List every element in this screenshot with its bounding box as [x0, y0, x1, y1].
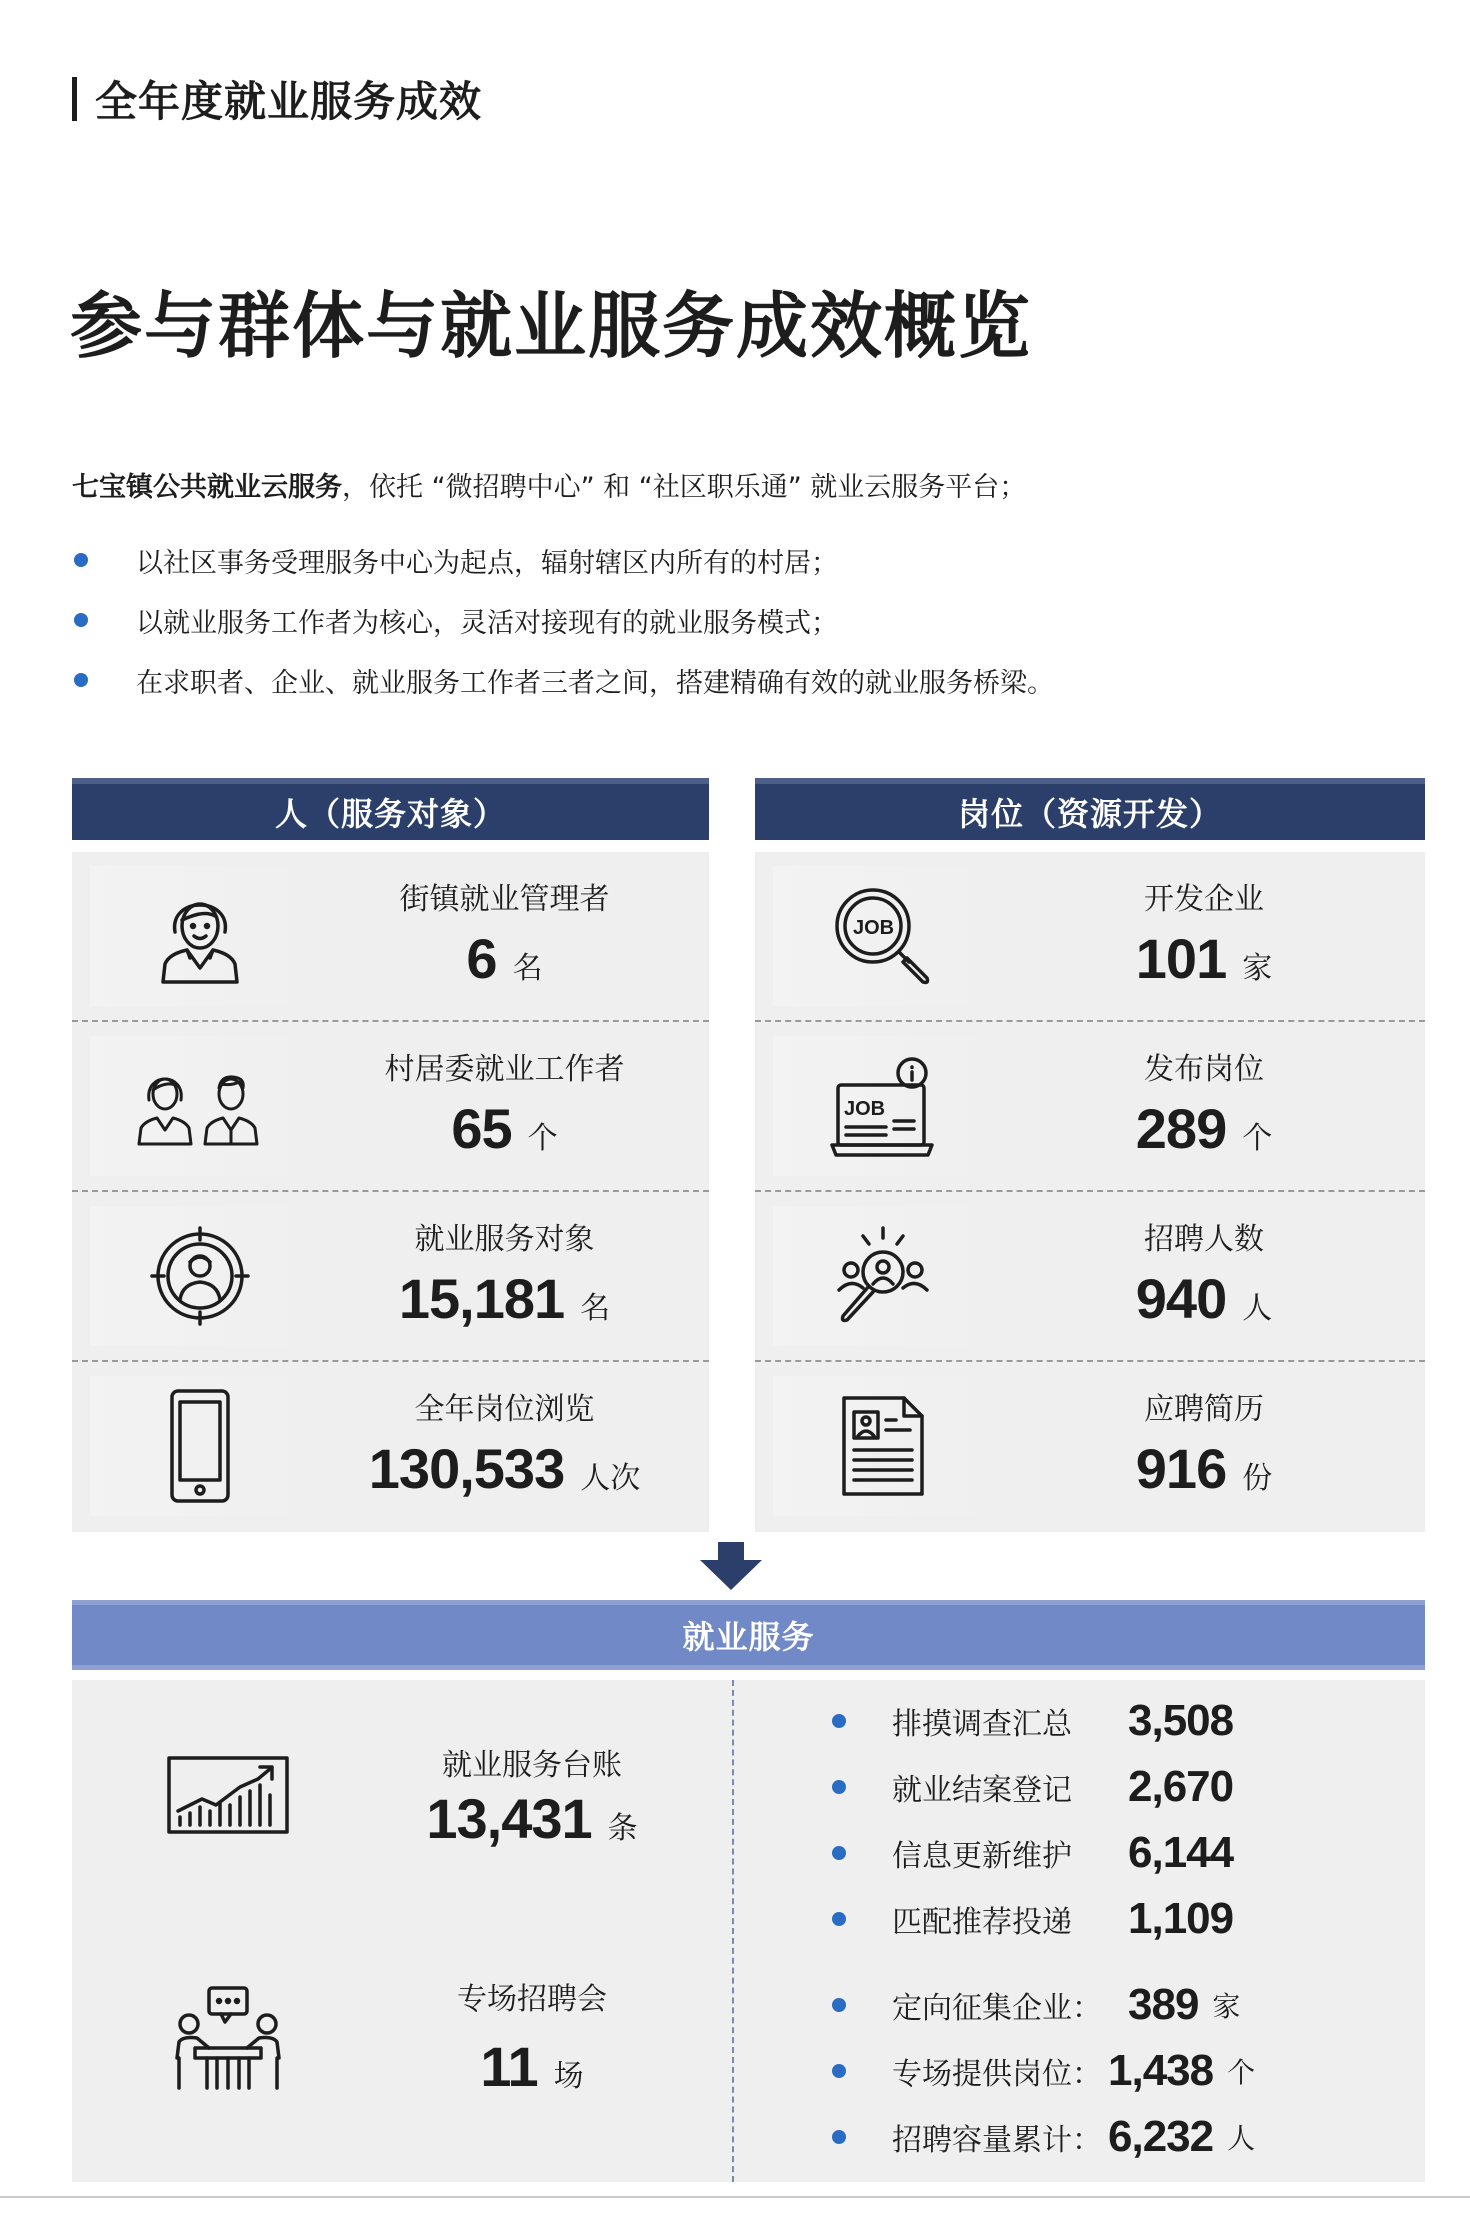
- services-heading: 就业服务: [72, 1600, 1425, 1670]
- intro-lead: 七宝镇公共就业云服务: [72, 472, 342, 503]
- bullet-icon: [74, 673, 88, 687]
- stat-unit: 名: [512, 951, 543, 986]
- fair-value: 11: [480, 2035, 538, 2098]
- resume-icon: [838, 1394, 928, 1498]
- workers-icon: [135, 1066, 265, 1146]
- stat-label: 就业服务对象: [414, 1222, 595, 1257]
- bullet-icon: [832, 1912, 846, 1926]
- stat-card: [72, 1022, 709, 1192]
- bullet-icon: [832, 2130, 846, 2144]
- list-item: 就业结案登记 2,670: [832, 1754, 1233, 1820]
- stat-value: 130,533: [368, 1437, 565, 1500]
- stat-unit: 份: [1242, 1461, 1273, 1496]
- stat-card: [755, 1192, 1425, 1362]
- stat-unit: 个: [1242, 1121, 1273, 1156]
- stat-label: 街镇就业管理者: [399, 882, 610, 917]
- list-item: 在求职者、企业、就业服务工作者三者之间，搭建精确有效的就业服务桥梁。: [72, 650, 1054, 710]
- stat-card: [755, 852, 1425, 1022]
- intro-rest: ，依托 “微招聘中心” 和 “社区职乐通” 就业云服务平台；: [342, 472, 1027, 503]
- stat-unit: 人次: [580, 1461, 641, 1496]
- stat-card: [72, 1362, 709, 1532]
- people-heading: 人（服务对象）: [72, 778, 709, 840]
- list-item: 以社区事务受理服务中心为起点，辐射辖区内所有的村居；: [72, 530, 1054, 590]
- stat-label: 应聘简历: [1144, 1392, 1264, 1427]
- stat-card: [72, 852, 709, 1022]
- fair-stats: [832, 1972, 1255, 2170]
- stat-unit: 家: [1242, 951, 1273, 986]
- target-person-icon: [150, 1226, 250, 1326]
- bullet-icon: [832, 2064, 846, 2078]
- job-laptop-icon: [828, 1051, 938, 1161]
- section-tag: [72, 74, 482, 124]
- stat-value: 6: [466, 927, 497, 990]
- stat-value: 916: [1135, 1437, 1227, 1500]
- fair-label: 专场招聘会: [457, 1982, 607, 2017]
- stat-value: 65: [451, 1097, 512, 1160]
- ledger-stats: [832, 1688, 1233, 1952]
- services-panel: [72, 1680, 1425, 2182]
- list-item: 招聘容量累计： 6,232 人: [832, 2104, 1255, 2170]
- stat-label: 招聘人数: [1144, 1222, 1264, 1257]
- down-arrow-icon: [700, 1542, 762, 1590]
- bullet-icon: [74, 613, 88, 627]
- stat-value: 289: [1135, 1097, 1227, 1160]
- stat-card: [72, 1192, 709, 1362]
- meeting-icon: [173, 1984, 283, 2094]
- ledger-label: 就业服务台账: [442, 1748, 622, 1783]
- section-title: 全年度就业服务成效: [95, 77, 483, 126]
- stat-card: [755, 1022, 1425, 1192]
- manager-icon: [155, 886, 245, 986]
- list-item: 定向征集企业： 389 家: [832, 1972, 1255, 2038]
- list-item: 以就业服务工作者为核心，灵活对接现有的就业服务模式；: [72, 590, 1054, 650]
- jobs-column: [755, 778, 1425, 1532]
- jobs-heading: 岗位（资源开发）: [755, 778, 1425, 840]
- list-item: 匹配推荐投递 1,109: [832, 1886, 1233, 1952]
- stat-label: 发布岗位: [1144, 1052, 1264, 1087]
- stat-value: 15,181: [398, 1267, 565, 1330]
- job-search-icon: [831, 884, 935, 988]
- svg-text:JOB: JOB: [853, 917, 895, 939]
- smartphone-icon: [168, 1388, 232, 1504]
- stat-label: 全年岗位浏览: [414, 1392, 595, 1427]
- ledger-value: 13,431: [426, 1787, 592, 1850]
- fair-unit: 场: [553, 2059, 584, 2094]
- bullet-icon: [832, 1780, 846, 1794]
- stat-unit: 个: [527, 1121, 558, 1156]
- intro-text: [72, 470, 1026, 506]
- recruit-search-icon: [831, 1224, 935, 1328]
- bottom-divider: [0, 2196, 1470, 2198]
- section-bar: [72, 77, 77, 121]
- stat-value: 101: [1135, 927, 1227, 990]
- services-divider: [732, 1680, 734, 2182]
- bullet-icon: [832, 1846, 846, 1860]
- page-title: 参与群体与就业服务成效概览: [70, 284, 1033, 368]
- bullet-icon: [832, 1714, 846, 1728]
- ledger-block: [72, 1680, 732, 1910]
- bullet-icon: [832, 1998, 846, 2012]
- ledger-unit: 条: [607, 1811, 638, 1846]
- stat-card: [755, 1362, 1425, 1532]
- people-column: [72, 778, 709, 1532]
- stat-label: 开发企业: [1144, 882, 1264, 917]
- stat-label: 村居委就业工作者: [384, 1052, 625, 1087]
- list-item: 专场提供岗位： 1,438 个: [832, 2038, 1255, 2104]
- stat-unit: 人: [1242, 1291, 1273, 1326]
- growth-chart-icon: [166, 1755, 290, 1835]
- stat-value: 940: [1135, 1267, 1227, 1330]
- bullet-icon: [74, 553, 88, 567]
- list-item: 排摸调查汇总 3,508: [832, 1688, 1233, 1754]
- fair-block: [72, 1924, 732, 2154]
- stat-unit: 名: [580, 1291, 611, 1326]
- intro-bullets: [72, 530, 1054, 710]
- svg-text:JOB: JOB: [844, 1098, 886, 1120]
- list-item: 信息更新维护 6,144: [832, 1820, 1233, 1886]
